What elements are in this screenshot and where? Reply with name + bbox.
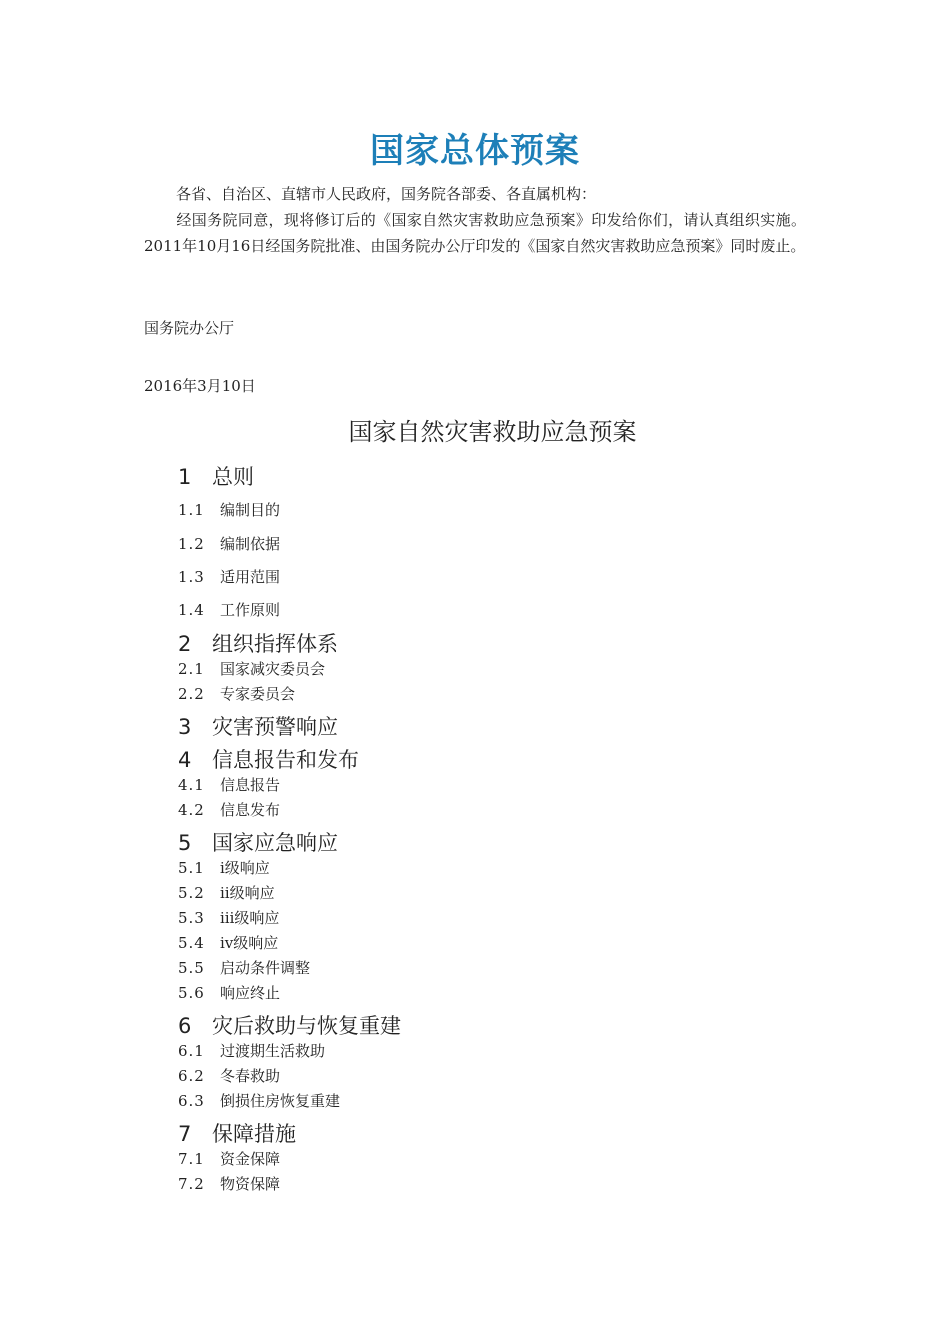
toc-section [178,982,280,1004]
plan-title: 国家自然灾害救助应急预案 [348,418,637,446]
toc-label: 国家减灾委员会 [220,660,326,678]
toc-number: 6.1 [178,1042,205,1060]
toc-section [178,1065,280,1087]
toc-number: 5 [178,831,192,855]
toc-label: 工作原则 [220,601,281,619]
toc-label: 灾害预警响应 [212,715,338,739]
notice-greeting [144,181,806,207]
toc-label: 国家应急响应 [212,831,338,855]
toc-section [178,907,279,929]
toc-number: 2 [178,632,192,656]
toc-label: 适用范围 [220,568,281,586]
toc-section [178,857,270,879]
toc-number: 1.1 [178,501,205,519]
toc-number: 6.2 [178,1067,205,1085]
toc-section [178,533,280,555]
toc-chapter [178,828,338,858]
toc-section [178,932,278,954]
toc-number: 5.2 [178,884,205,902]
notice-body [144,207,806,259]
notice-date: 2016年3月10日 [144,377,256,395]
greeting-text: 各省、自治区、直辖市人民政府，国务院各部委、各直属机构： [176,185,597,203]
toc-number: 5.1 [178,859,205,877]
toc-section [178,683,295,705]
toc-label: 响应终止 [220,984,281,1002]
toc-number: 1.3 [178,568,205,586]
toc-label: ⅲ级响应 [220,909,280,927]
toc-section [178,599,280,621]
toc-section [178,882,275,904]
toc-number: 6 [178,1014,192,1038]
toc-label: 灾后救助与恢复重建 [212,1014,401,1038]
toc-section [178,1148,280,1170]
toc-number: 1.2 [178,535,205,553]
toc-label: 过渡期生活救助 [220,1042,326,1060]
toc-section [178,957,310,979]
toc-label: 总则 [212,465,254,489]
toc-label: ⅱ级响应 [220,884,275,902]
toc-label: ⅰ级响应 [220,859,270,877]
toc-number: 5.4 [178,934,205,952]
toc-number: 4.1 [178,776,205,794]
toc-number: 2.1 [178,660,205,678]
toc-label: ⅳ级响应 [220,934,279,952]
toc-chapter [178,745,359,775]
toc-label: 信息报告 [220,776,281,794]
toc-number: 6.3 [178,1092,205,1110]
toc-label: 保障措施 [212,1122,296,1146]
toc-number: 1.4 [178,601,205,619]
body-text: 经国务院同意，现将修订后的《国家自然灾害救助应急预案》印发给你们，请认真组织实施。2011年10月16日经国务院批准、由国务院办公厅印发的《国家自然灾害救助应急预案》同时废止。 [144,211,806,255]
toc-label: 倒损住房恢复重建 [220,1092,341,1110]
toc-number: 3 [178,715,192,739]
toc-section [178,774,280,796]
toc-chapter [178,1011,401,1041]
toc-number: 1 [178,465,192,489]
toc-chapter [178,1119,296,1149]
toc-number: 4 [178,748,192,772]
toc-section [178,799,280,821]
toc-chapter [178,712,338,742]
toc-label: 信息发布 [220,801,281,819]
toc-label: 启动条件调整 [220,959,311,977]
toc-section [178,658,325,680]
toc-number: 7 [178,1122,192,1146]
toc-label: 组织指挥体系 [212,632,338,656]
toc-label: 冬春救助 [220,1067,281,1085]
toc-label: 专家委员会 [220,685,296,703]
notice-signer: 国务院办公厅 [144,319,235,337]
toc-number: 5.5 [178,959,205,977]
toc-chapter [178,629,338,659]
toc-label: 资金保障 [220,1150,281,1168]
toc-number: 7.1 [178,1150,205,1168]
document-title: 国家总体预案 [370,131,580,171]
toc-label: 信息报告和发布 [212,748,359,772]
toc-number: 5.6 [178,984,205,1002]
toc-label: 物资保障 [220,1175,281,1193]
toc-number: 5.3 [178,909,205,927]
toc-section [178,566,280,588]
toc-section [178,1173,280,1195]
toc-number: 2.2 [178,685,205,703]
toc-number: 4.2 [178,801,205,819]
toc-section [178,1090,340,1112]
toc-label: 编制目的 [220,501,281,519]
toc-section [178,1040,325,1062]
toc-section [178,499,280,521]
toc-label: 编制依据 [220,535,281,553]
toc-chapter [178,462,254,492]
toc-number: 7.2 [178,1175,205,1193]
